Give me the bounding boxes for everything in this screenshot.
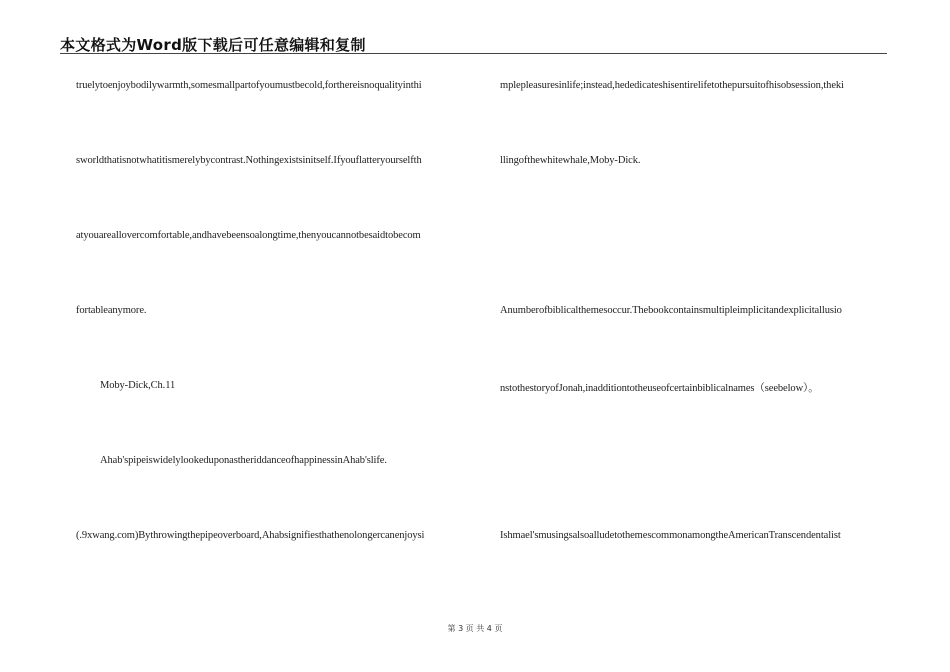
header-divider <box>60 53 887 54</box>
left-text-line: Ahab'spipeiswidelylookeduponastheriddanceofhappinessinAhab'slife. <box>100 455 387 466</box>
left-text-line: atyouareallovercomfortable,andhavebeensoalongtime,thenyoucannotbesaidtobecom <box>76 230 421 241</box>
left-text-line: (.9xwang.com)Bythrowingthepipeoverboard,Ahabsignifiesthathenolongercanenjoysi <box>76 530 425 541</box>
page-number-footer: 第 3 页 共 4 页 <box>447 624 503 633</box>
document-header-title: 本文格式为Word版下载后可任意编辑和复制 <box>60 36 366 54</box>
right-text-line: llingofthewhitewhale,Moby-Dick. <box>500 155 641 166</box>
right-text-line: Anumberofbiblicalthemesoccur.Thebookcontainsmultipleimplicitandexplicitallusio <box>500 305 842 316</box>
right-text-line: Ishmael'smusingsalsoalludetothemescommonamongtheAmericanTranscendentalist <box>500 530 841 541</box>
left-text-line: sworldthatisnotwhatitismerelybycontrast.Nothingexistsinitself.Ifyouflatteryourselfth <box>76 155 422 166</box>
left-text-line: truelytoenjoybodilywarmth,somesmallpartofyoumustbecold,forthereisnoqualityinthi <box>76 80 422 91</box>
right-text-line: mplepleasuresinlife;instead,hededicateshisentirelifetothepursuitofhisobsession,theki <box>500 80 844 91</box>
right-text-line: nstothestoryofJonah,inadditiontotheuseofcertainbiblicalnames（seebelow）。 <box>500 383 819 394</box>
citation-line: Moby-Dick,Ch.11 <box>100 380 176 391</box>
left-text-line: fortableanymore. <box>76 305 147 316</box>
